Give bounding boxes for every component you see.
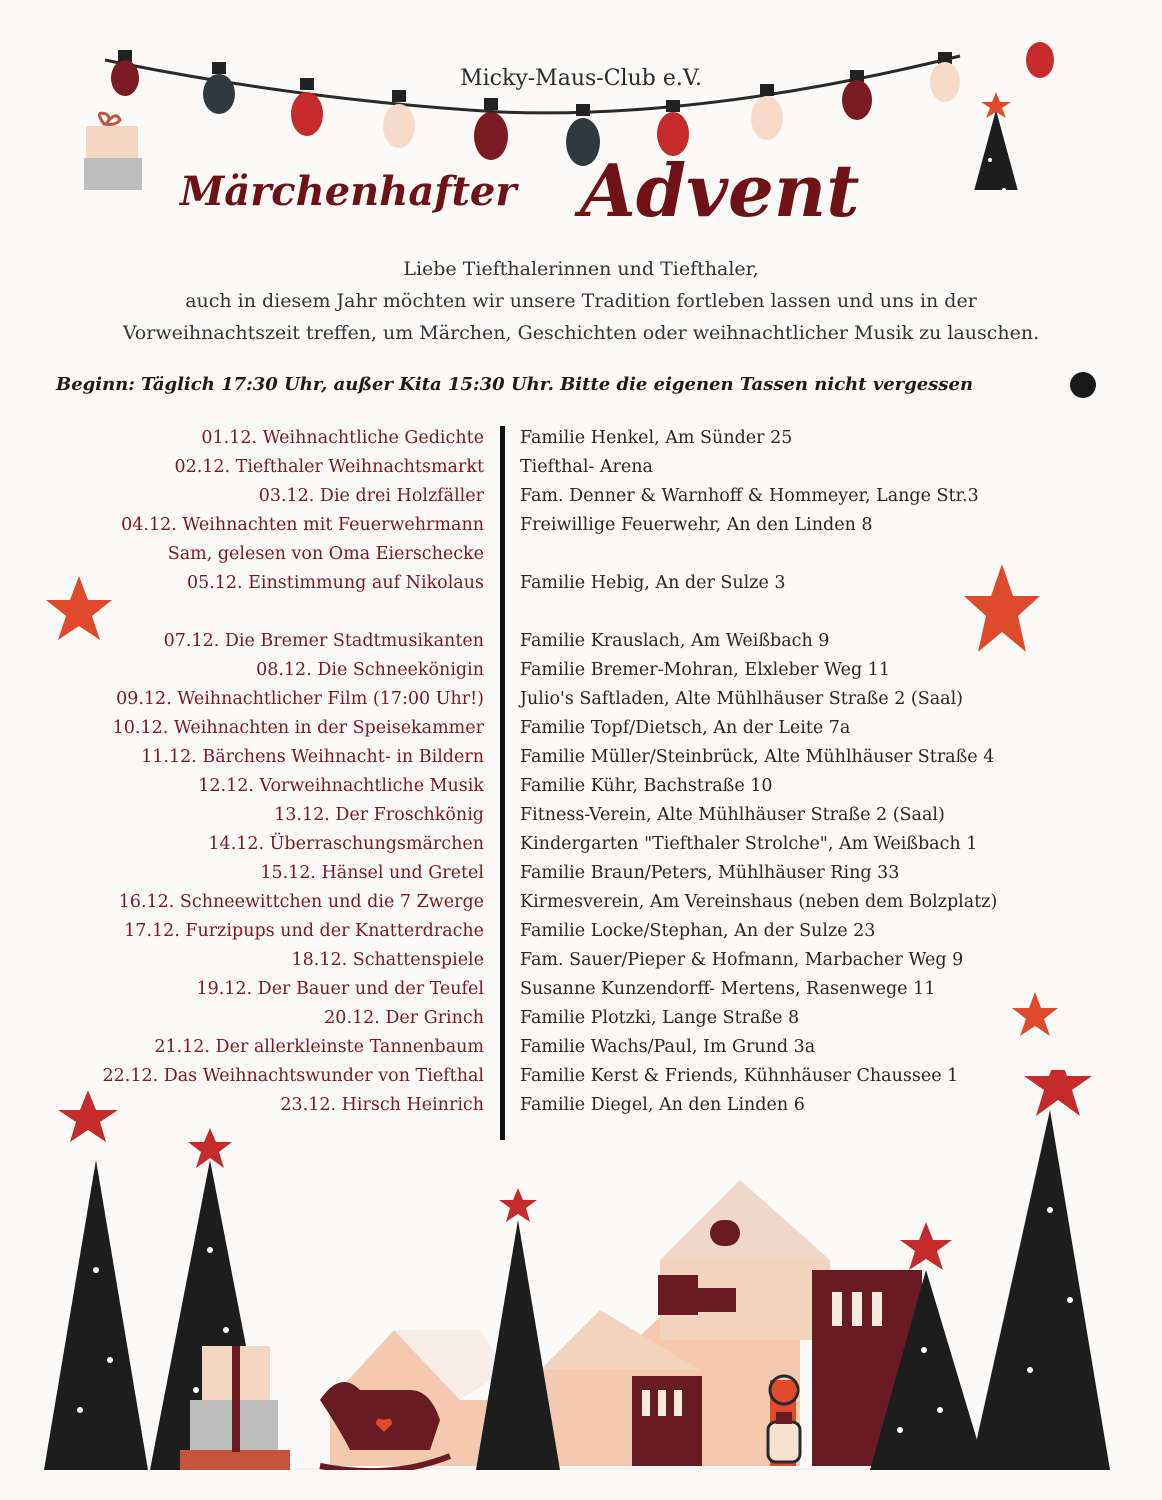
page-title: Advent — [580, 148, 860, 233]
christmas-tree-icon — [476, 1188, 560, 1470]
begin-note: Beginn: Täglich 17:30 Uhr, außer Kita 15:30 Uhr. Bitte die eigenen Tassen nicht vergessen — [56, 374, 974, 395]
schedule-event: 23.12. Hirsch Heinrich — [280, 1095, 484, 1115]
schedule-event: 08.12. Die Schneekönigin — [256, 660, 484, 680]
schedule-event: 10.12. Weihnachten in der Speisekammer — [112, 718, 484, 738]
schedule-host: Familie Henkel, Am Sünder 25 — [520, 428, 793, 448]
light-bulb-icon — [474, 98, 508, 160]
schedule-host: Familie Kühr, Bachstraße 10 — [520, 776, 773, 796]
schedule-host: Familie Locke/Stephan, An der Sulze 23 — [520, 921, 876, 941]
light-bulb-icon — [383, 90, 415, 148]
star-icon — [44, 574, 114, 644]
gift-boxes-icon — [76, 113, 154, 190]
schedule-event: 03.12. Die drei Holzfäller — [258, 486, 484, 506]
schedule-event: 07.12. Die Bremer Stadtmusikanten — [163, 631, 484, 651]
schedule-event: 11.12. Bärchens Weihnacht- in Bildern — [141, 747, 484, 767]
schedule-host: Familie Plotzki, Lange Straße 8 — [520, 1008, 800, 1028]
schedule-event: 16.12. Schneewittchen und die 7 Zwerge — [118, 892, 484, 912]
schedule-host: Familie Kerst & Friends, Kühnhäuser Chaussee 1 — [520, 1066, 959, 1086]
schedule-host: Fam. Denner & Warnhoff & Hommeyer, Lange Str.3 — [520, 486, 979, 506]
schedule-host: Familie Müller/Steinbrück, Alte Mühlhäuser Straße 4 — [520, 747, 995, 767]
christmas-tree-icon — [44, 1090, 148, 1470]
schedule-event: 13.12. Der Froschkönig — [274, 805, 484, 825]
schedule-event: Sam, gelesen von Oma Eierschecke — [167, 544, 484, 564]
schedule-event: 05.12. Einstimmung auf Nikolaus — [186, 573, 484, 593]
club-name: Micky-Maus-Club e.V. — [460, 66, 702, 91]
schedule-event: 22.12. Das Weihnachtswunder von Tiefthal — [102, 1066, 484, 1086]
star-icon — [1010, 990, 1060, 1040]
schedule-host: Familie Wachs/Paul, Im Grund 3a — [520, 1037, 816, 1057]
schedule-event: 19.12. Der Bauer und der Teufel — [196, 979, 484, 999]
schedule-host: Kirmesverein, Am Vereinshaus (neben dem Bolzplatz) — [520, 892, 998, 912]
schedule-host: Julio's Saftladen, Alte Mühlhäuser Straße 2 (Saal) — [520, 689, 964, 709]
schedule-event: 02.12. Tiefthaler Weihnachtsmarkt — [174, 457, 484, 477]
schedule-event: 18.12. Schattenspiele — [291, 950, 484, 970]
schedule-event: 01.12. Weihnachtliche Gedichte — [201, 428, 484, 448]
schedule-host: Familie Krauslach, Am Weißbach 9 — [520, 631, 830, 651]
intro-line-3: Vorweihnachtszeit treffen, um Märchen, Geschichten oder weihnachtlicher Musik zu lauschen. — [122, 322, 1040, 344]
schedule-host: Fam. Sauer/Pieper & Hofmann, Marbacher Weg 9 — [520, 950, 964, 970]
schedule-host: Familie Hebig, An der Sulze 3 — [520, 573, 786, 593]
schedule-event: 12.12. Vorweihnachtliche Musik — [198, 776, 484, 796]
schedule-host: Tiefthal- Arena — [520, 457, 653, 477]
intro-line-2: auch in diesem Jahr möchten wir unsere Tradition fortleben lassen und uns in der — [185, 290, 977, 312]
title-script: Märchenhafter — [180, 168, 517, 215]
schedule-host: Freiwillige Feuerwehr, An den Linden 8 — [520, 515, 873, 535]
schedule-host: Susanne Kunzendorff- Mertens, Rasenwege 11 — [520, 979, 936, 999]
schedule-host: Kindergarten "Tiefthaler Strolche", Am Weißbach 1 — [520, 834, 978, 854]
christmas-tree-icon — [970, 1070, 1110, 1470]
schedule-event: 09.12. Weihnachtlicher Film (17:00 Uhr!) — [116, 689, 484, 709]
intro-line-1: Liebe Tiefthalerinnen und Tiefthaler, — [403, 258, 759, 280]
schedule-event: 04.12. Weihnachten mit Feuerwehrmann — [121, 515, 484, 535]
bullet-dot-icon — [1070, 372, 1096, 398]
schedule-event: 20.12. Der Grinch — [324, 1008, 484, 1028]
column-divider — [500, 426, 505, 1140]
village-scene-illustration — [0, 1070, 1162, 1470]
schedule-host: Familie Topf/Dietsch, An der Leite 7a — [520, 718, 851, 738]
christmas-tree-icon — [958, 92, 1034, 190]
schedule-event: 15.12. Hänsel und Gretel — [260, 863, 484, 883]
schedule-event: 17.12. Furzipups und der Knatterdrache — [124, 921, 484, 941]
schedule-host: Familie Diegel, An den Linden 6 — [520, 1095, 805, 1115]
schedule-host: Fitness-Verein, Alte Mühlhäuser Straße 2 (Saal) — [520, 805, 945, 825]
schedule-event: 14.12. Überraschungsmärchen — [208, 834, 484, 854]
schedule-event: 21.12. Der allerkleinste Tannenbaum — [154, 1037, 484, 1057]
star-icon — [962, 562, 1042, 662]
schedule-host: Familie Braun/Peters, Mühlhäuser Ring 33 — [520, 863, 900, 883]
schedule-host: Familie Bremer-Mohran, Elxleber Weg 11 — [520, 660, 891, 680]
